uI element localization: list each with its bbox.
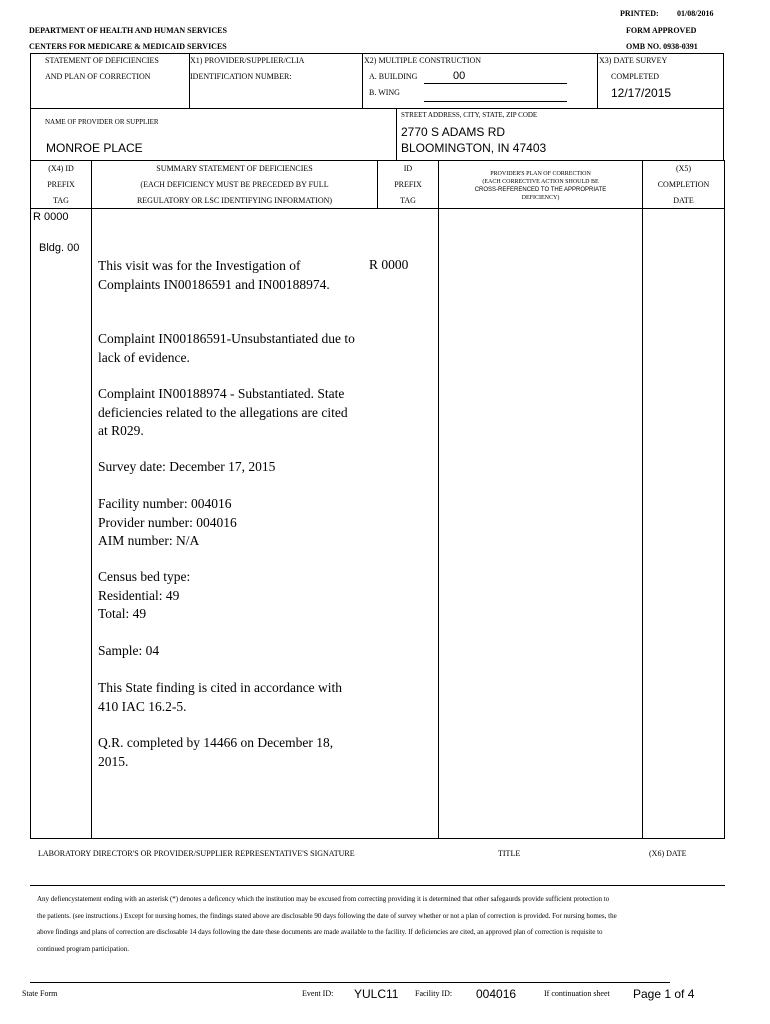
signature-label: LABORATORY DIRECTOR'S OR PROVIDER/SUPPLIER REPRESENTATIVE'S SIGNATURE bbox=[38, 849, 355, 858]
building-value: 00 bbox=[453, 70, 466, 82]
facility-id-label: Facility ID: bbox=[415, 989, 453, 998]
wing-label: B. WING bbox=[369, 88, 400, 97]
finding-paragraph: Complaint IN00188974 - Substantiated. State deficiencies related to the allegations are cited at R029. bbox=[98, 386, 348, 438]
survey-date-value: 12/17/2015 bbox=[611, 86, 672, 100]
x5-header-2: COMPLETION bbox=[657, 180, 710, 189]
disclosure-footnote: Any defiencystatement ending with an asterisk (*) denotes a deficency which the institution may be excused from correcting providing it is determined that other safegaurds provide sufficient protection to the patients. (see instructions.) Except for nursing homes, the findings stated above are disclosable 90 days following the date of survey whether or not a plan of correction is provided. For nursing homes, the above findings and plans of correction are disclosable 14 days following the date these documents are made available to the facility. If deficiencies are cited, an approved plan of correction is requisite to continued program participation. bbox=[37, 895, 617, 953]
building-underline bbox=[424, 83, 567, 84]
summary-header-2: (EACH DEFICIENCY MUST BE PRECEDED BY FULL bbox=[140, 180, 329, 189]
wing-underline bbox=[424, 101, 567, 102]
building-tag: Bldg. 00 bbox=[39, 242, 80, 254]
id-header-2: PREFIX bbox=[394, 180, 422, 189]
plan-header-2: (EACH CORRECTIVE ACTION SHOULD BE bbox=[482, 179, 599, 185]
finding-paragraph: This State finding is cited in accordance with 410 IAC 16.2-5. bbox=[98, 680, 343, 714]
omb-number: OMB NO. 0938-0391 bbox=[626, 42, 698, 51]
x1-label-2: IDENTIFICATION NUMBER: bbox=[190, 72, 292, 81]
title-label: TITLE bbox=[498, 849, 521, 858]
statement-label-2: AND PLAN OF CORRECTION bbox=[45, 72, 151, 81]
finding-paragraph: Survey date: December 17, 2015 bbox=[98, 459, 276, 474]
address-line2: BLOOMINGTON, IN 47403 bbox=[401, 141, 547, 155]
plan-header-4: DEFICIENCY) bbox=[521, 195, 560, 201]
x1-label-1: X1) PROVIDER/SUPPLIER/CLIA bbox=[190, 56, 305, 65]
building-label: A. BUILDING bbox=[369, 72, 418, 81]
x5-header-1: (X5) bbox=[675, 164, 692, 173]
page-number: Page 1 of 4 bbox=[633, 987, 695, 1001]
plan-header-3: CROSS-REFERENCED TO THE APPROPRIATE bbox=[474, 187, 607, 193]
form-approved: FORM APPROVED bbox=[626, 26, 697, 35]
id-header-3: TAG bbox=[400, 196, 416, 205]
x4-header-1: (X4) ID bbox=[48, 164, 74, 173]
plan-header-1: PROVIDER'S PLAN OF CORRECTION bbox=[490, 171, 591, 177]
x4-header-3: TAG bbox=[53, 196, 69, 205]
x4-header-2: PREFIX bbox=[47, 180, 75, 189]
state-form-label: State Form bbox=[22, 989, 58, 998]
finding-paragraph: This visit was for the Investigation of Complaints IN00186591 and IN00188974. bbox=[98, 258, 330, 292]
id-header-1: ID bbox=[403, 164, 413, 173]
footer-divider bbox=[30, 982, 670, 983]
finding-paragraph: Complaint IN00186591-Unsubstantiated due to lack of evidence. bbox=[98, 331, 355, 365]
summary-header-1: SUMMARY STATEMENT OF DEFICIENCIES bbox=[156, 164, 313, 173]
printed-label: PRINTED: bbox=[620, 9, 659, 18]
provider-name-label: NAME OF PROVIDER OR SUPPLIER bbox=[45, 118, 159, 126]
finding-paragraph: Facility number: 004016 Provider number: 004016 AIM number: N/A bbox=[98, 496, 237, 548]
finding-paragraph: Sample: 04 bbox=[98, 643, 160, 658]
x3-label-2: COMPLETED bbox=[611, 72, 659, 81]
x2-title: X2) MULTIPLE CONSTRUCTION bbox=[364, 56, 482, 65]
centers-title: CENTERS FOR MEDICARE & MEDICAID SERVICES bbox=[29, 42, 227, 51]
statement-label-1: STATEMENT OF DEFICIENCIES bbox=[45, 56, 159, 65]
x6-date-label: (X6) DATE bbox=[649, 849, 687, 858]
continuation-label: If continuation sheet bbox=[544, 989, 610, 998]
finding-paragraph: Q.R. completed by 14466 on December 18, 2015. bbox=[98, 735, 334, 769]
event-id-value: YULC11 bbox=[354, 987, 399, 1001]
department-title: DEPARTMENT OF HEALTH AND HUMAN SERVICES bbox=[29, 26, 227, 35]
plan-tag: R 0000 bbox=[369, 257, 409, 272]
x5-header-3: DATE bbox=[673, 196, 694, 205]
x3-label-1: X3) DATE SURVEY bbox=[599, 56, 668, 65]
facility-id-value: 004016 bbox=[476, 987, 517, 1001]
signature-divider bbox=[30, 885, 725, 886]
summary-header-3: REGULATORY OR LSC IDENTIFYING INFORMATION) bbox=[136, 196, 333, 205]
deficiency-tag: R 0000 bbox=[33, 211, 69, 223]
printed-date: 01/08/2016 bbox=[677, 9, 714, 18]
finding-paragraph: Census bed type: Residential: 49 Total: 49 bbox=[98, 569, 191, 621]
address-label: STREET ADDRESS, CITY, STATE, ZIP CODE bbox=[401, 111, 538, 119]
address-line1: 2770 S ADAMS RD bbox=[401, 125, 506, 139]
event-id-label: Event ID: bbox=[302, 989, 334, 998]
provider-name: MONROE PLACE bbox=[46, 141, 143, 155]
